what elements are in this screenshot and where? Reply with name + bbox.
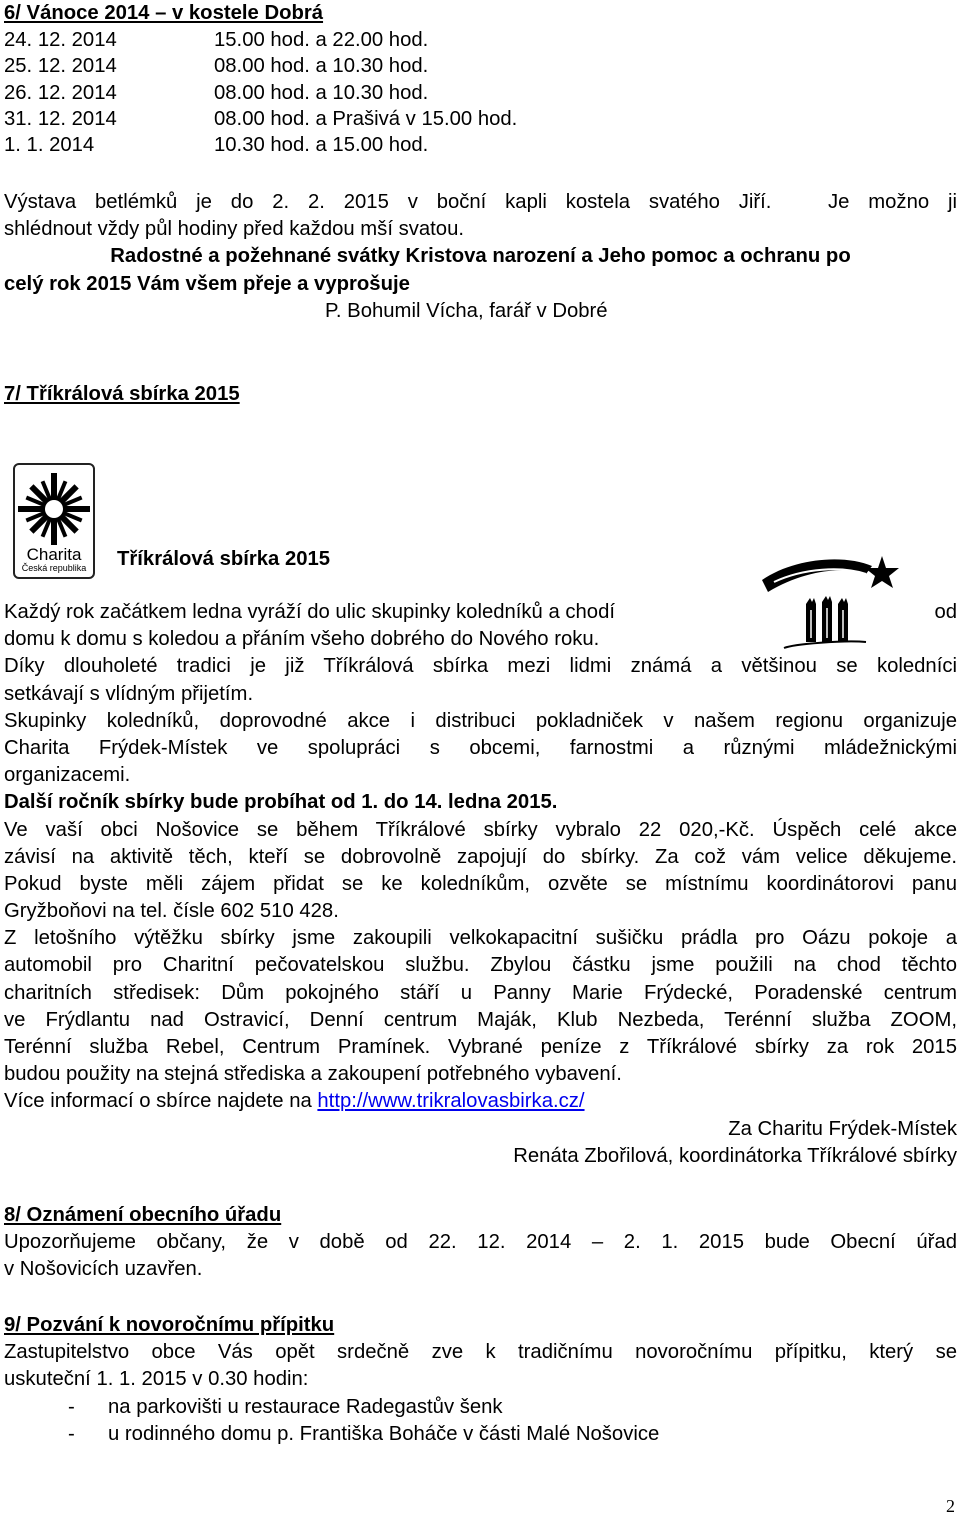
schedule-date: 31. 12. 2014	[4, 107, 117, 130]
collection-subtitle: Tříkrálová sbírka 2015	[117, 548, 331, 570]
schedule-row	[4, 53, 957, 79]
body-line: budou použity na stejná střediska a zakoupení potřebného vybavení.	[4, 1063, 622, 1086]
greeting-line: celý rok 2015 Vám všem přeje a vyprošuje	[4, 272, 410, 295]
trikralova-link[interactable]: http://www.trikralovasbirka.cz/	[317, 1090, 585, 1113]
body-line: Skupinky koledníků, doprovodné akce i distribuci pokladniček v našem regionu organizuje	[4, 709, 957, 732]
body-line: organizacemi.	[4, 764, 131, 787]
exhibit-line: shlédnout vždy půl hodiny před každou mší svatou.	[4, 218, 464, 241]
invitation-line: uskuteční 1. 1. 2015 v 0.30 hodin:	[4, 1368, 309, 1391]
more-info-text: Více informací o sbírce najdete na	[4, 1090, 318, 1113]
schedule-date: 24. 12. 2014	[4, 29, 117, 51]
schedule-row	[4, 132, 957, 158]
schedule-row	[4, 106, 957, 132]
body-line: charitních středisek: Dům pokojného stáří u Panny Marie Frýdecké, Poradenské centrum	[4, 981, 957, 1004]
priest-signature: P. Bohumil Vícha, farář v Dobré	[325, 299, 608, 322]
charity-signature: Za Charitu Frýdek-Místek	[728, 1117, 957, 1140]
list-text: u rodinného domu p. Františka Boháče v části Malé Nošovice	[108, 1422, 660, 1445]
schedule-time: 08.00 hod. a Prašivá v 15.00 hod.	[214, 107, 518, 130]
body-line: Z letošního výtěžku sbírky jsme zakoupili velkokapacitní sušičku prádla pro Oázu pokoje a	[4, 927, 957, 950]
section-6-heading: 6/ Vánoce 2014 – v kostele Dobrá	[4, 2, 324, 24]
schedule-time: 10.30 hod. a 15.00 hod.	[214, 134, 429, 157]
charita-logo	[13, 463, 95, 579]
section-9-heading: 9/ Pozvání k novoročnímu přípitku	[4, 1314, 335, 1336]
mass-schedule	[4, 27, 957, 158]
body-line: automobil pro Charitní pečovatelskou službu. Zbylou částku jsme použili na chod těchto	[4, 954, 957, 977]
schedule-row	[4, 80, 957, 106]
list-text: na parkovišti u restaurace Radegastův šenk	[108, 1395, 503, 1418]
invitation-line: Zastupitelstvo obce Vás opět srdečně zve k tradičnímu novoročnímu přípitku, který se	[4, 1341, 957, 1364]
schedule-time: 08.00 hod. a 10.30 hod.	[214, 55, 429, 78]
exhibit-paragraph	[4, 189, 957, 325]
body-line: Charita Frýdek-Místek ve spolupráci s obcemi, farnostmi a různými mládežnickými	[4, 736, 957, 759]
more-info-line	[4, 1088, 957, 1115]
body-line: závisí na aktivitě těch, kteří se dobrovolně zapojují do sbírky. Za což vám velice děkujeme.	[4, 845, 957, 868]
three-kings-star-icon	[754, 552, 904, 652]
list-item	[4, 1421, 957, 1448]
schedule-date: 25. 12. 2014	[4, 55, 117, 78]
list-dash: -	[68, 1395, 75, 1418]
greeting-line: Radostné a požehnané svátky Kristova narození a Jeho pomoc a ochranu po	[110, 245, 851, 268]
schedule-row	[4, 27, 957, 53]
body-line: Pokud byste měli zájem přidat se ke koledníkům, ozvěte se místnímu koordinátorovi panu	[4, 872, 957, 895]
body-line: Terénní služba Rebel, Centrum Pramínek. Vybrané peníze z Tříkrálové sbírky za rok 2015	[4, 1036, 957, 1058]
body-line: setkávají s vlídným přijetím.	[4, 682, 254, 705]
office-closure-line: v Nošovicích uzavřen.	[4, 1258, 203, 1281]
schedule-time: 15.00 hod. a 22.00 hod.	[214, 29, 429, 51]
schedule-time: 08.00 hod. a 10.30 hod.	[214, 81, 429, 104]
exhibit-line: Výstava betlémků je do 2. 2. 2015 v boční kapli kostela svatého Jiří. Je možno ji	[4, 191, 957, 213]
section-9	[4, 1312, 957, 1448]
list-dash: -	[68, 1422, 75, 1445]
page-number: 2	[946, 1496, 955, 1516]
body-line: Díky dlouholeté tradici je již Tříkrálová sbírka mezi lidmi známá a většinou se koledníci	[4, 655, 957, 678]
collection-dates: Další ročník sbírky bude probíhat od 1. do 14. ledna 2015.	[4, 791, 558, 814]
intro-line: domu k domu s koledou a přáním všeho dobrého do Nového roku.	[4, 628, 600, 651]
section-8-heading: 8/ Oznámení obecního úřadu	[4, 1204, 282, 1226]
schedule-date: 1. 1. 2014	[4, 134, 95, 157]
collection-body	[4, 599, 957, 1170]
body-line: Gryžboňovi na tel. čísle 602 510 428.	[4, 900, 339, 923]
charita-logo-name: Charita	[26, 545, 82, 564]
charita-logo-country: Česká republika	[21, 563, 87, 573]
section-7-heading: 7/ Tříkrálová sbírka 2015	[4, 383, 240, 405]
body-line: ve Frýdlantu nad Ostravicí, Denní centrum Maják, Klub Nezbeda, Terénní služba ZOOM,	[4, 1008, 957, 1031]
charita-cross-icon	[15, 469, 93, 549]
schedule-date: 26. 12. 2014	[4, 81, 117, 104]
section-8	[4, 1202, 957, 1284]
office-closure-line: Upozorňujeme občany, že v době od 22. 12. 2014 – 2. 1. 2015 bude Obecní úřad	[4, 1231, 957, 1254]
intro-text: Každý rok začátkem ledna vyráží do ulic skupinky koledníků a chodí	[4, 601, 616, 623]
list-item	[4, 1394, 957, 1421]
charita-logo-caption	[15, 546, 93, 573]
body-line: Ve vaší obci Nošovice se během Tříkrálové sbírky vybralo 22 020,-Kč. Úspěch celé akce	[4, 818, 957, 841]
coordinator-signature: Renáta Zbořilová, koordinátorka Tříkrálové sbírky	[513, 1144, 957, 1167]
intro-text-end: od	[934, 601, 957, 623]
